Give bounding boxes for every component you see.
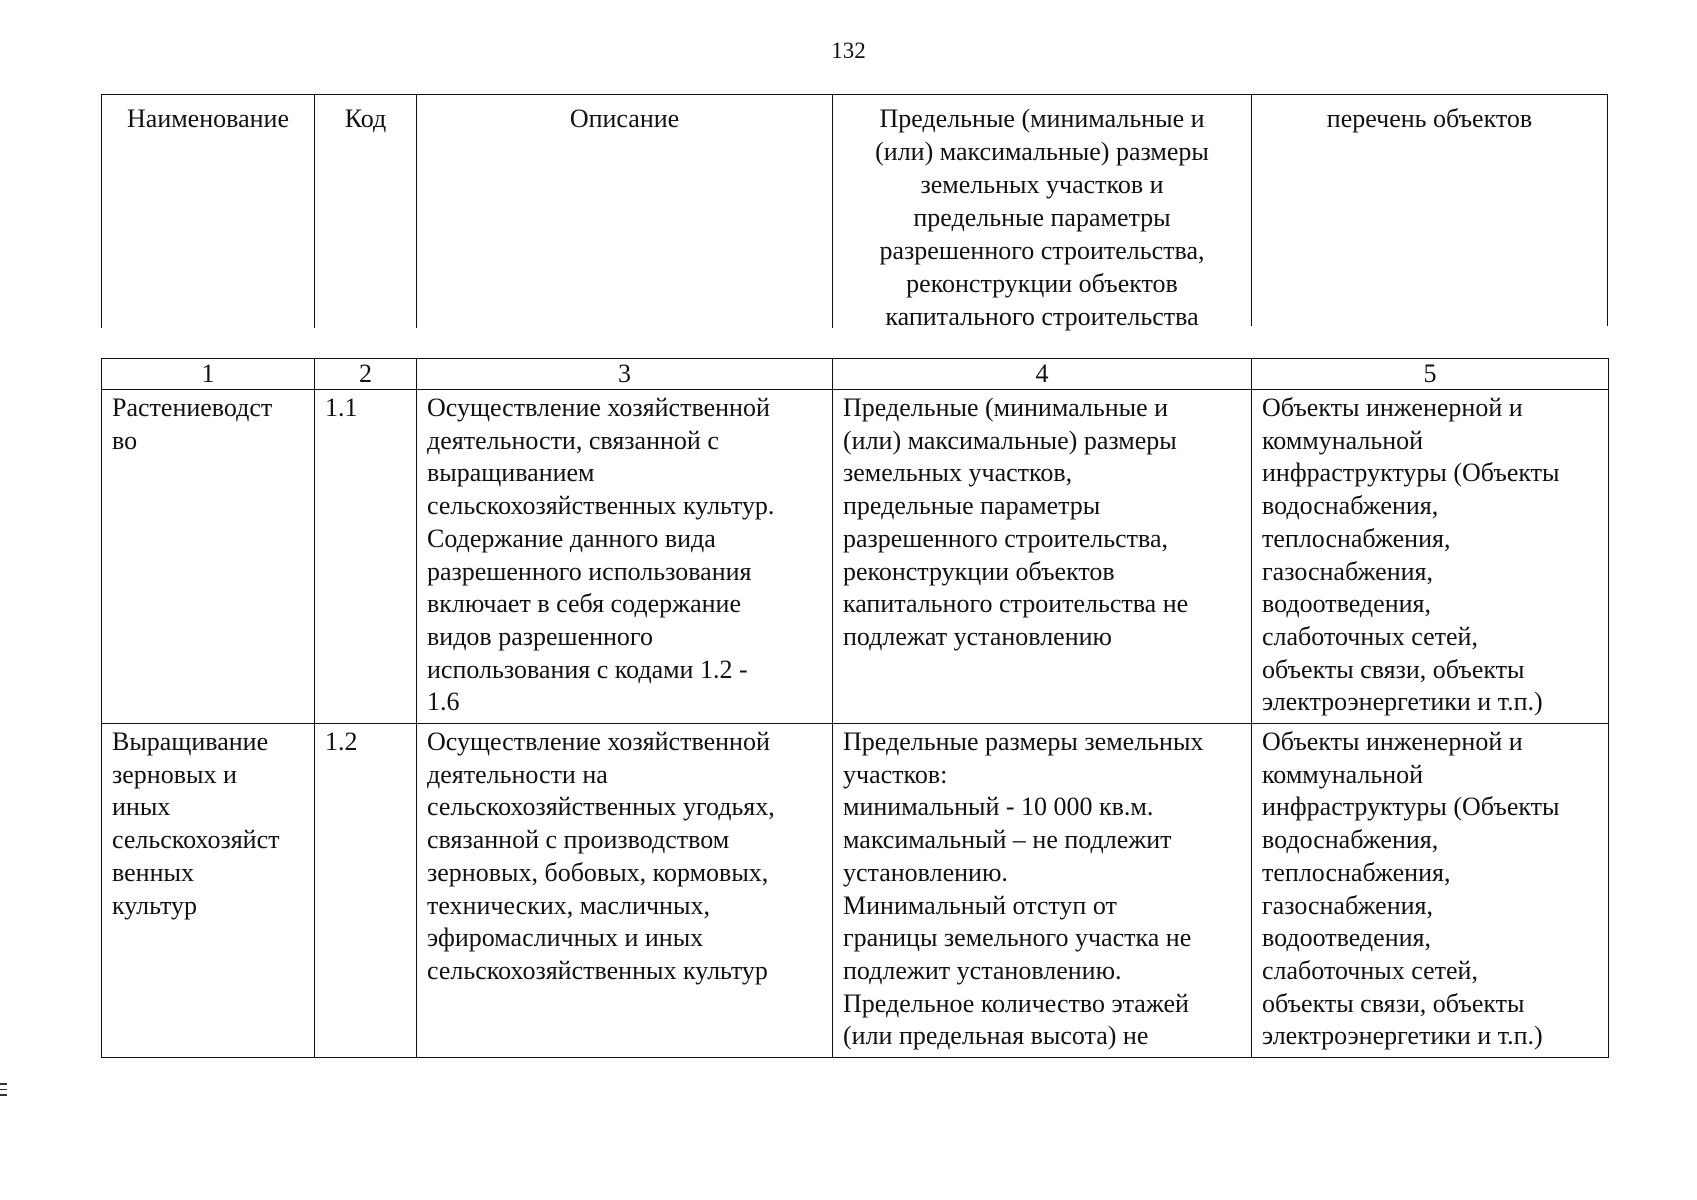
- cell-objects: Объекты инженерной и коммунальной инфраструктуры (Объекты водоснабжения, теплоснабжения, газоснабжения, водоотведения, слаботочных сетей, объекты связи, объекты электроэнергетики и т.п.): [1252, 390, 1609, 724]
- cell-objects: Объекты инженерной и коммунальной инфраструктуры (Объекты водоснабжения, теплоснабжения, газоснабжения, водоотведения, слаботочных сетей, объекты связи, объекты электроэнергетики и т.п.): [1252, 724, 1609, 1058]
- header-limits: Предельные (минимальные и (или) максимальные) размеры земельных участков и предельные параметры разрешенного строительства, реконструкции объектов капитального строительства: [832, 95, 1251, 328]
- cell-code: 1.1: [315, 390, 417, 724]
- column-number: 3: [417, 359, 833, 390]
- table-row: [102, 390, 1609, 724]
- column-number: 4: [833, 359, 1252, 390]
- column-number: 1: [102, 359, 315, 390]
- cell-name: Растениеводст во: [102, 390, 315, 724]
- cell-code: 1.2: [315, 724, 417, 1058]
- column-numbers-row: [102, 359, 1609, 390]
- table-header-block: [101, 94, 1608, 331]
- cell-limits: Предельные (минимальные и (или) максимальные) размеры земельных участков, предельные параметры разрешенного строительства, реконструкции объектов капитального строительства не подлежат установлению: [833, 390, 1252, 724]
- header-description: Описание: [416, 95, 832, 328]
- column-number: 2: [315, 359, 417, 390]
- page-number: 132: [831, 38, 866, 63]
- header-objects: перечень объектов: [1251, 95, 1608, 326]
- cell-name: Выращивание зерновых и иных сельскохозяйст венных культур: [102, 724, 315, 1058]
- table-row: [102, 724, 1609, 1058]
- cell-description: Осуществление хозяйственной деятельности, связанной с выращиванием сельскохозяйственных культур. Содержание данного вида разрешенного использования включает в себя содержание видов разрешенного использования с кодами 1.2 - 1.6: [417, 390, 833, 724]
- cell-description: Осуществление хозяйственной деятельности на сельскохозяйственных угодьях, связанной с производством зерновых, бобовых, кормовых, технических, масличных, эфиромасличных и иных сельскохозяйственных культур: [417, 724, 833, 1058]
- cell-limits: Предельные размеры земельных участков: минимальный - 10 000 кв.м. максимальный – не подлежит установлению. Минимальный отступ от границы земельного участка не подлежит установлению. Предельное количество этажей (или предельная высота) не: [833, 724, 1252, 1058]
- header-name: Наименование: [101, 95, 314, 328]
- header-code: Код: [314, 95, 416, 328]
- margin-mark-icon: [0, 1083, 8, 1099]
- land-use-table: [101, 358, 1609, 1058]
- column-number: 5: [1252, 359, 1609, 390]
